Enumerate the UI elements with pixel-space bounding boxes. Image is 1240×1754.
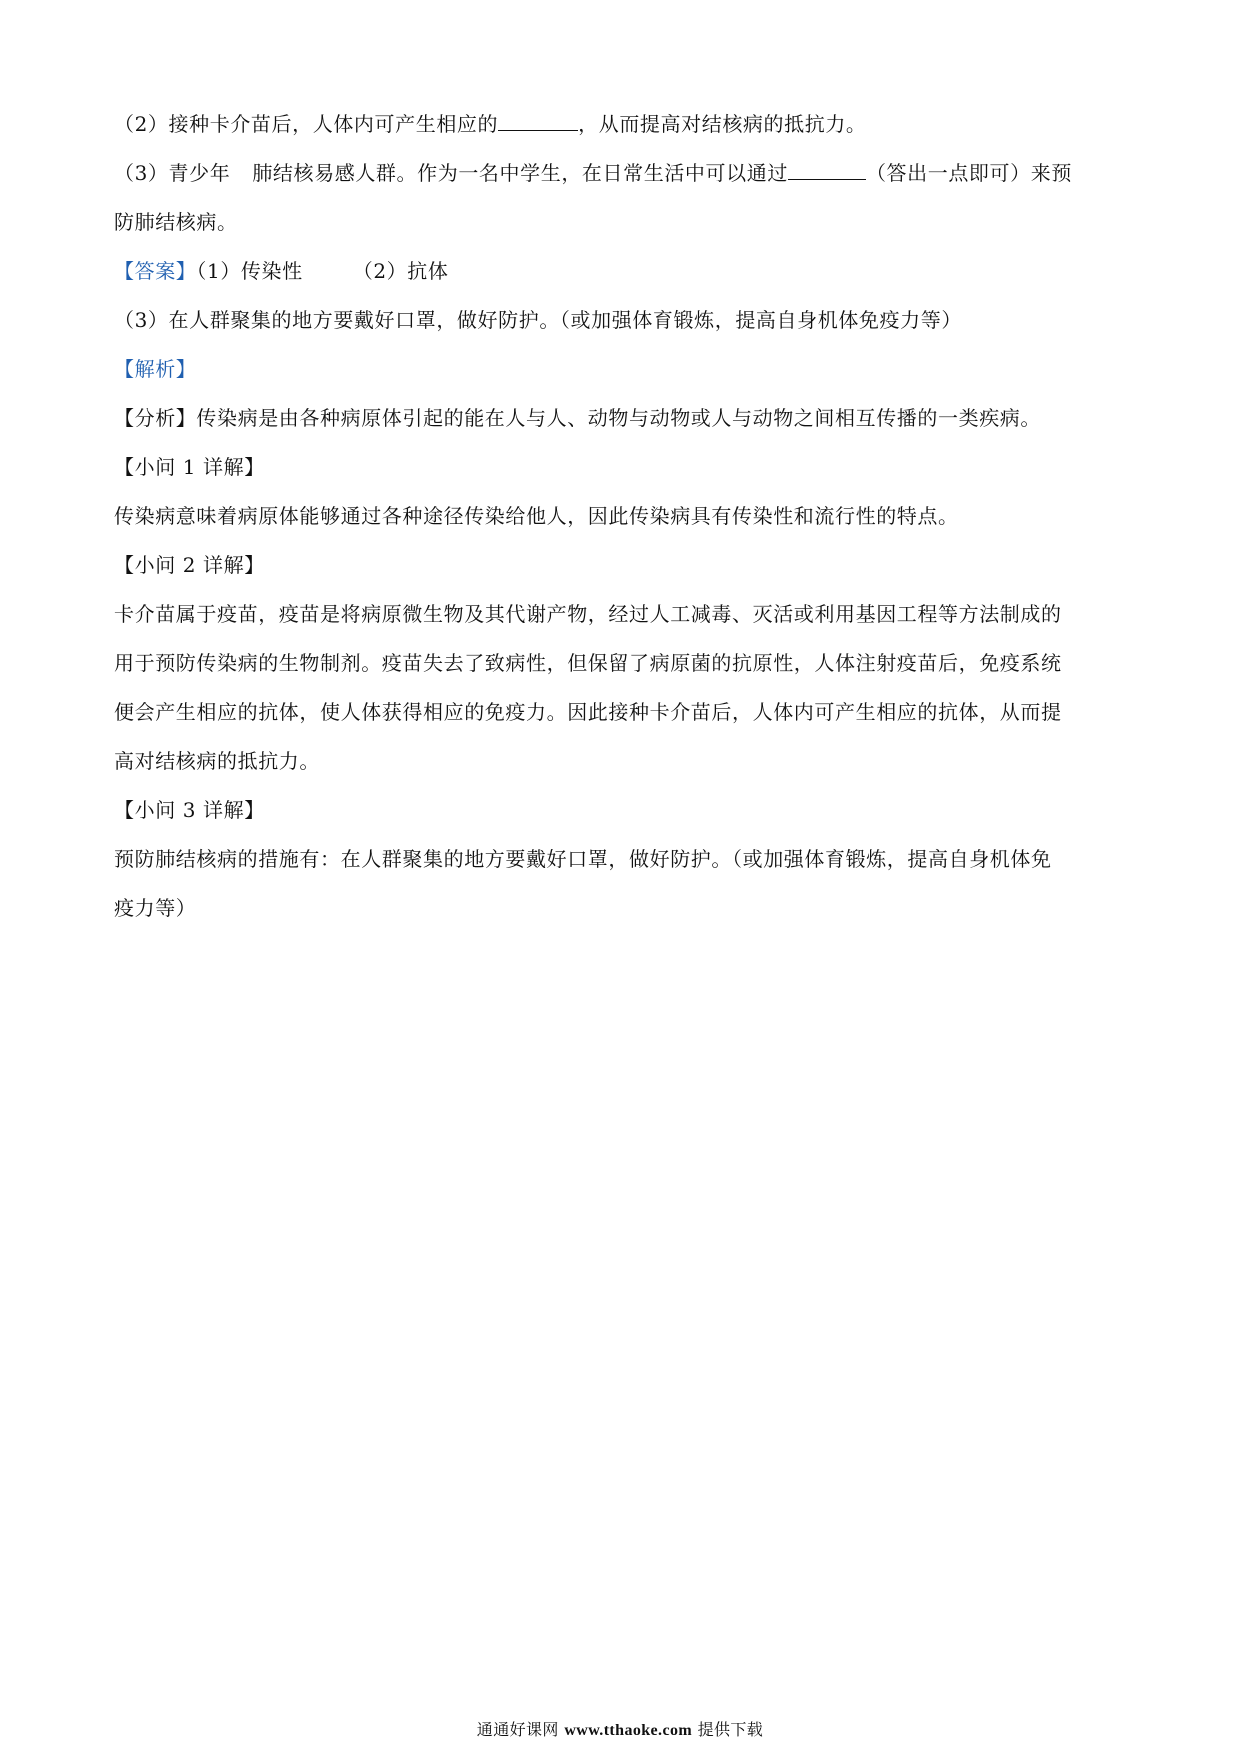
answer-part-1: （1）传染性 (196, 259, 303, 283)
footer-suffix: 提供下载 (697, 1720, 764, 1739)
answer-line-1 (114, 247, 1126, 296)
question-3-part-a: （3）青少年 (114, 161, 231, 185)
footer-site-name: 通通好课网 (476, 1720, 559, 1739)
page-footer (0, 1718, 1240, 1743)
sub-question-2-heading (114, 541, 1126, 590)
question-2-prefix: （2）接种卡介苗后，人体内可产生相应的 (114, 112, 499, 136)
question-3-part-c: （答出一点即可）来预 (865, 161, 1072, 185)
answer-blank-2 (498, 108, 578, 131)
sub-question-2-line: 卡介苗属于疫苗，疫苗是将病原微生物及其代谢产物，经过人工减毒、灭活或利用基因工程等方法制成的 (114, 602, 1062, 626)
sub-question-2-line: 用于预防传染病的生物制剂。疫苗失去了致病性，但保留了病原菌的抗原性，人体注射疫苗后，免疫系统 (114, 651, 1062, 675)
sub-question-2-text (114, 688, 1126, 737)
sub-question-1-text (114, 492, 1126, 541)
sub-question-2-line: 便会产生相应的抗体，使人体获得相应的免疫力。因此接种卡介苗后，人体内可产生相应的抗体，从而提 (114, 700, 1062, 724)
answer-label: 【答案】 (114, 259, 197, 283)
sub-question-1-heading-text: 【小问 1 详解】 (114, 455, 265, 479)
sub-question-1-heading (114, 443, 1126, 492)
sub-question-3-line: 疫力等） (114, 896, 197, 920)
question-3-part-b: 肺结核易感人群。作为一名中学生，在日常生活中可以通过 (252, 161, 788, 185)
sub-question-3-heading-text: 【小问 3 详解】 (114, 798, 265, 822)
sub-question-2-line: 高对结核病的抵抗力。 (114, 749, 320, 773)
question-3-line-1 (114, 149, 1126, 198)
sub-question-2-text (114, 737, 1126, 786)
sub-question-3-heading (114, 786, 1126, 835)
footer-url[interactable]: www.tthaoke.com (564, 1722, 693, 1739)
sub-question-3-text (114, 835, 1126, 884)
question-3-line-2 (114, 198, 1126, 247)
analysis-label-line (114, 345, 1126, 394)
sub-question-3-line: 预防肺结核病的措施有：在人群聚集的地方要戴好口罩，做好防护。（或加强体育锻炼，提高自身机体免 (114, 847, 1052, 871)
answer-blank-3 (788, 157, 866, 180)
sub-question-2-text (114, 639, 1126, 688)
analysis-label: 【解析】 (114, 357, 197, 381)
question-3-line-2-text: 防肺结核病。 (114, 210, 238, 234)
sub-question-2-heading-text: 【小问 2 详解】 (114, 553, 265, 577)
question-2 (114, 100, 1126, 149)
answer-part-2: （2）抗体 (352, 259, 449, 283)
analysis-summary-text: 【分析】传染病是由各种病原体引起的能在人与人、动物与动物或人与动物之间相互传播的一类疾病。 (114, 406, 1041, 430)
answer-line-2 (114, 296, 1126, 345)
question-2-suffix: ，从而提高对结核病的抵抗力。 (578, 112, 867, 136)
sub-question-3-text (114, 884, 1126, 933)
sub-question-2-text (114, 590, 1126, 639)
analysis-summary (114, 394, 1126, 443)
sub-question-1-line: 传染病意味着病原体能够通过各种途径传染给他人，因此传染病具有传染性和流行性的特点。 (114, 504, 959, 528)
answer-part-3: （3）在人群聚集的地方要戴好口罩，做好防护。（或加强体育锻炼，提高自身机体免疫力等） (114, 308, 962, 332)
document-body (114, 100, 1126, 933)
